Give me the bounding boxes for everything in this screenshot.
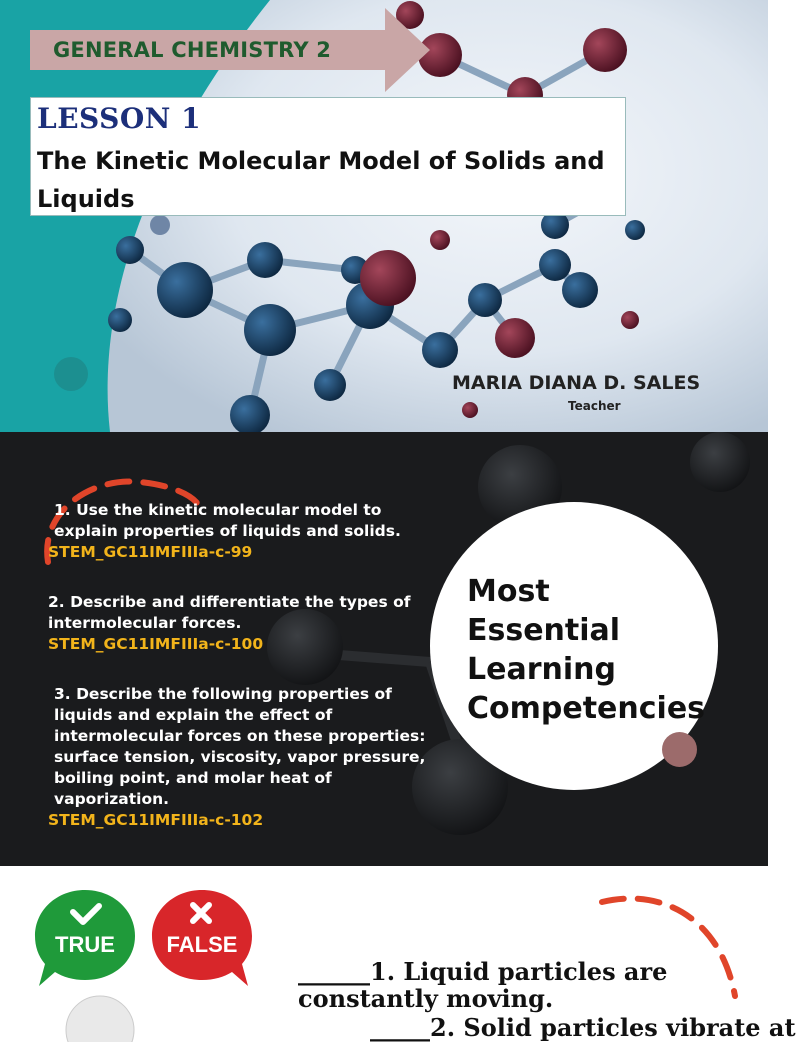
competency-3-code: STEM_GC11IMFIIIa-c-102 <box>48 811 264 829</box>
title-slide <box>0 0 768 432</box>
competency-3-text: 3. Describe the following properties of liquids and explain the effect of intermolecular forces on these properties: surface tension, viscosity, vapor pressure, boiling point, and molar heat of vaporization. <box>54 685 426 808</box>
melc-heading-line-1: Most <box>467 574 550 609</box>
decorative-dot <box>54 357 88 391</box>
lesson-title: The Kinetic Molecular Model of Solids and Liquids <box>37 147 605 213</box>
author-role: Teacher <box>568 399 621 413</box>
author-name: MARIA DIANA D. SALES <box>452 372 701 394</box>
melc-heading-line-2: Essential <box>467 613 621 648</box>
decorative-dot <box>662 732 697 767</box>
competency-3 <box>48 684 428 831</box>
competency-1-text: 1. Use the kinetic molecular model to explain properties of liquids and solids. <box>54 501 401 540</box>
subject-title: GENERAL CHEMISTRY 2 <box>53 38 332 62</box>
competencies-slide <box>0 432 768 866</box>
lesson-box <box>30 97 626 216</box>
decorative-ball <box>55 992 145 1024</box>
true-badge <box>33 888 137 988</box>
competency-2 <box>48 592 428 655</box>
melc-heading <box>467 572 705 728</box>
competency-1 <box>48 500 428 563</box>
competency-2-code: STEM_GC11IMFIIIa-c-100 <box>48 635 264 653</box>
question-2: _____2. Solid particles vibrate at <box>370 1013 796 1042</box>
competency-1-code: STEM_GC11IMFIIIa-c-99 <box>48 543 253 561</box>
melc-heading-line-3: Learning <box>467 652 616 687</box>
true-false-slide <box>0 866 796 1042</box>
true-label: TRUE <box>55 932 115 957</box>
melc-heading-line-4: Competencies <box>467 691 706 726</box>
false-badge <box>150 888 254 988</box>
question-1: ______1. Liquid particles are constantly moving. <box>298 957 668 1013</box>
competency-2-text: 2. Describe and differentiate the types of intermolecular forces. <box>48 593 411 632</box>
lesson-label: LESSON 1 <box>37 102 202 135</box>
false-label: FALSE <box>166 932 238 957</box>
